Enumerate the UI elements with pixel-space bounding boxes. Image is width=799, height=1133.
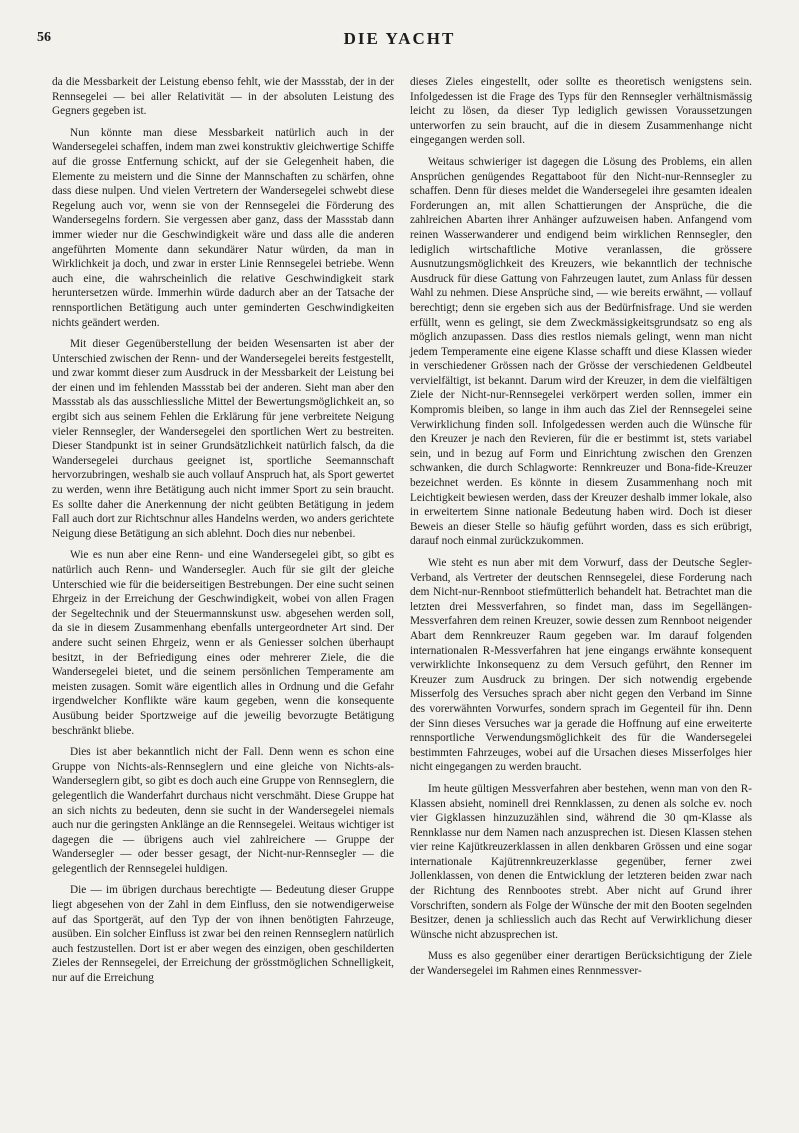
left-column bbox=[52, 75, 394, 993]
right-column bbox=[410, 75, 752, 986]
paragraph: Dies ist aber bekanntlich nicht der Fall. Denn wenn es schon eine Gruppe von Nichts-als-Rennseglern und eine gleiche von Nichts-als-Wanderseglern gibt, so gibt es doch auch eine Gruppe von Rennseglern, die gelegentlich die Wanderfahrt durchaus nicht verschmäht. Diese Gruppe hat an sich nichts zu bedeuten, denn sie sucht in der Wandersegelei niemals auch nur die geringsten Anklänge an die Rennsegelei. Weitaus wichtiger ist dagegen die — übrigens auch viel zahlreichere — Gruppe der Wandersegler — oder besser gesagt, der Nicht-nur-Rennsegler — die gelegentlich der Rennsegelei huldigen. bbox=[52, 746, 394, 875]
paragraph: Mit dieser Gegenüberstellung der beiden Wesensarten ist aber der Unterschied zwischen der Renn- und der Wandersegelei bereits festgestellt, und zwar kommt dieser zum Ausdruck in der Messbarkeit der Leistung bei der einen und im fehlenden Massstab bei der anderen. Sieht man aber den Massstab als das ausschliessliche Mittel der Bewertungsmöglichkeit an, so ergibt sich aus seinem Fehlen die Erklärung für jene verbreitete Neigung vieler Rennsegler, der Wandersegelei den sportlichen Wert zu bestreiten. Dieser Standpunkt ist in seiner Grundsätzlichkeit natürlich falsch, da die Wandersegelei durchaus geeignet ist, sportliche Seemannschaft hervorzubringen, weshalb sie auch vollauf Anspruch hat, als Sport gewertet zu werden, wenn ihre Betätigung auch nicht immer Sport zu sein braucht. Es sollte daher die Anerkennung der nicht geübten Betätigung in jedem Fall auch dort zur Richtschnur alles Handelns werden, wo anders gerichtete Neigung diese Betätigung an sich ablehnt. Doch dies nur nebenbei. bbox=[52, 338, 394, 540]
paragraph: Wie es nun aber eine Renn- und eine Wandersegelei gibt, so gibt es natürlich auch Renn- und Wandersegler. Auch für sie gilt der gleiche Unterschied wie für die beiderseitigen Bestrebungen. Der eine sucht seinen Ehrgeiz in der Erreichung der Geschwindigkeit, wobei von allen Fragen der Segeltechnik und der Steuermannskunst usw. abgesehen werden soll, da sie in diesem Zusammenhang ebenfalls untergeordneter Art sind. Der andere sucht seinen Ehrgeiz, wenn er als Geniesser solchen überhaupt besitzt, in der Befriedigung eines oder mehrerer Ziele, die die Wandersegelei bietet, und die seinem persönlichen Temperamente am meisten zusagen. Somit wäre eigentlich alles in Ordnung und die Gefahr irgendwelcher Konflikte wäre kaum gegeben, wenn die konsequente Ausübung beider Sportzweige auf die jeweilig bevorzugte Betätigung beschränkt bliebe. bbox=[52, 549, 394, 737]
paragraph: Wie steht es nun aber mit dem Vorwurf, dass der Deutsche Segler-Verband, als Vertreter der deutschen Rennsegelei, diese Forderung nach dem Nicht-nur-Rennboot stiefmütterlich behandelt hat. Betrachtet man die letzten drei Messverfahren, so findet man, dass im Segellängen-Messverfahren dem reinen Kreuzer, sowie dessen zum Rennboot neigender Abart dem Rennkreuzer Raum gegeben war. Im darauf folgenden internationalen R-Messverfahren hat jene eingangs erwähnte konsequent verwirklichte Inkonsequenz zu dem Versuch geführt, den Renner im Kreuzer zum Ausdruck zu bringen. Der sich notwendig ergebende Misserfolg des Versuches sprach aber nicht gegen den Verband im Sinne des vorerwähnten Vorwurfes, sondern sprach im Gegenteil für ihn. Denn der Sinn dieses Versuches war ja gerade die Hoffnung auf eine erweiterte rennsportliche Verwendungsmöglichkeit des für die Wandersegelei bestimmten Fahrzeuges, wobei auf die Ursachen dieses Misserfolges hier nicht eingegangen zu werden braucht. bbox=[410, 557, 752, 774]
paragraph: da die Messbarkeit der Leistung ebenso fehlt, wie der Massstab, der in der Rennsegelei — bei aller Relativität — in der absoluten Leistung des Gegners gegeben ist. bbox=[52, 76, 394, 118]
paragraph: Weitaus schwieriger ist dagegen die Lösung des Problems, ein allen Ansprüchen genügendes Regattaboot für den Nicht-nur-Rennsegler zu schaffen. Denn für dieses meldet die Wandersegelei ihre gesamten idealen Forderungen an, mit allen Schattierungen der Ansprüche, die die zahlreichen Abarten ihrer Anhänger aufzuweisen haben. Anfangend vom reinen Wasserwanderer und endigend beim wirklichen Rennsegler, den lediglich wirtschaftliche Motive veranlassen, die grössere Ausnutzungsmöglichkeit des Kreuzers, wie bekanntlich der technische Ausdruck für diese Gattung von Fahrzeugen lautet, zum Anlass für dessen Wahl zu nehmen. Diese Ansprüche sind, — wie bereits erwähnt, — vollauf berechtigt; denn sie ergeben sich aus der Bedürfnisfrage. Und sie werden erfüllt, wenn es gelingt, sie dem Zweckmässigkeitsgrundsatz so eng als möglich anzupassen. Dass dies restlos niemals gelingt, wenn man nicht jedem Temperamente eine eigene Klasse schafft und diese Klassen wieder in verschiedener Grössen nach der Grösse der verschiedenen Geldbeutel vervielfältigt, ist bekannt. Darum wird der Kreuzer, in dem die vielfältigen Ziele der Nicht-nur-Rennsegelei verkörpert werden sollen, immer ein Kompromis bleiben, so lange in ihm auch das Ziel der Rennsegelei seine Verwirklichung finden soll. Infolgedessen werden auch die Wünsche für den Kreuzer je nach den Revieren, für die er bestimmt ist, stets variabel sein, und in bezug auf Form und Einrichtung zwischen den Grenzen schwanken, die durch Schlagworte: Rennkreuzer und Bona-fide-Kreuzer bezeichnet werden. Es könnte in diesem Zusammenhang noch mit Leichtigkeit bewiesen werden, dass der Kreuzer deshalb immer lokale, also in erweitertem Sinne nationale Bedeutung haben wird. Doch ist dieser Beweis an dieser Stelle so häufig geführt worden, dass es sich erübrigt, darauf noch einmal zurückzukommen. bbox=[410, 155, 752, 548]
paragraph: Muss es also gegenüber einer derartigen Berücksichtigung der Ziele der Wandersegelei im Rahmen eines Rennmessver- bbox=[410, 950, 752, 978]
paragraph: Im heute gültigen Messverfahren aber bestehen, wenn man von den R-Klassen absieht, nominell drei Rennklassen, zu denen als solche ev. noch vier Gigklassen hinzuzuzählen sind, während die 30 qm-Klasse als Rennklasse nur dem Namen nach anzusprechen ist. Diesen Klassen stehen vier reine Kajütkreuzerklassen in allen denkbaren Grössen und eine sogar internationale Kajütrennkreuzerklasse gegenüber, ferner zwei Jollenklassen, von denen die Entwicklung der letzteren beiden zwar nach der Richtung des Rennbootes strebt. Aber nicht auf Grund ihrer Vorschriften, sondern als Folge der Wünsche der mit den Booten segelnden Besitzer, denen ja schliesslich auch das Recht auf Verwirklichung dieser Wünsche nicht abzusprechen ist. bbox=[410, 782, 752, 941]
paragraph: Nun könnte man diese Messbarkeit natürlich auch in der Wandersegelei schaffen, indem man zwei konstruktiv gleichwertige Schiffe auf die grosse Entfernung schickt, auf der sie Gelegenheit haben, die Elemente zu meistern und die Sinne der Mannschaften zu schärfen, ohne dass diese nulpen. Und vielen Vertretern der Wandersegelei schwebt diese Regelung auch vor, wenn sie von der Rennsegelei die Förderung des Wandersegelns fordern. Sie vergessen aber ganz, dass der Massstab dann immer wieder nur die Geschwindigkeit wäre und dass alle die anderen angeführten Momente dann sekundärer Natur würden, da man in Wirklichkeit ja doch, und zwar in erster Linie Rennsegelei betriebe. Wenn auch eine, die wahrscheinlich die relative Geschwindigkeit stark heruntersetzen würde. Immerhin würde dadurch aber an der Tatsache der rennsportlichen Betätigung auch unter geminderten Geschwindigkeiten nichts geändert werden. bbox=[52, 126, 394, 329]
paragraph: Die — im übrigen durchaus berechtigte — Bedeutung dieser Gruppe liegt abgesehen von der Zahl in dem Einfluss, den sie notwendigerweise auf das Sportgerät, auf den Typ der von ihnen benötigten Fahrzeuge, ausüben. Ein solcher Einfluss ist zwar bei den reinen Rennseglern natürlich auch festzustellen. Dort ist er aber wegen des einzigen, oben geschilderten Zieles der Rennsegelei, der Erreichung der grösstmöglichen Schnelligkeit, nur auf die Erreichung bbox=[52, 884, 394, 985]
paragraph: dieses Zieles eingestellt, oder sollte es theoretisch wenigstens sein. Infolgedessen ist die Frage des Typs für den Rennsegler verhältnismässig leicht zu lösen, da dieser Typ lediglich gewissen Voraussetzungen unterworfen zu sein braucht, auf die in diesem Zusammenhange nicht eingegangen werden soll. bbox=[410, 76, 752, 147]
running-head-title: DIE YACHT bbox=[343, 29, 456, 48]
page-number: 56 bbox=[37, 30, 51, 45]
